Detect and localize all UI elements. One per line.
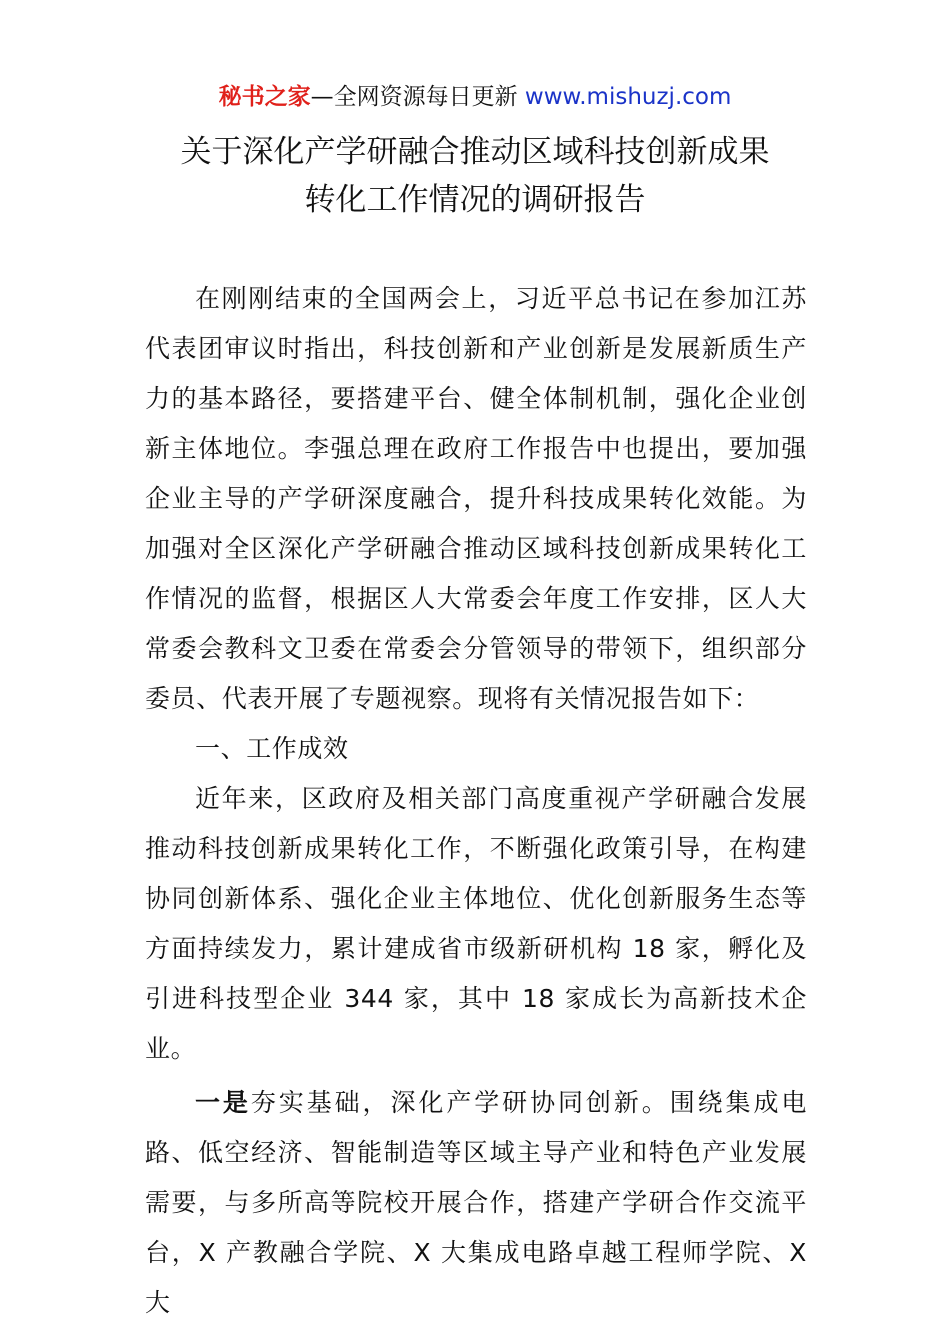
point-one-text: 夯实基础，深化产学研协同创新。围绕集成电路、低空经济、智能制造等区域主导产业和特色产业发展需要，与多所高等院校开展合作，搭建产学研合作交流平台，X 产教融合学院、X 大集成电路卓越工程师学院、X 大 [145,1088,807,1317]
title-line-2: 转化工作情况的调研报告 [304,182,646,218]
title-line-1: 关于深化产学研融合推动区域科技创新成果 [180,134,770,170]
document-title [0,128,950,224]
header-slogan: —全网资源每日更新 [310,84,518,110]
paragraph-achievements: 近年来，区政府及相关部门高度重视产学研融合发展推动科技创新成果转化工作，不断强化政策引导，在构建协同创新体系、强化企业主体地位、优化创新服务生态等方面持续发力，累计建成省市级新研机构 18 家，孵化及引进科技型企业 344 家，其中 18 家成长为高新技术企业。 [145,784,807,1063]
paragraph-intro: 在刚刚结束的全国两会上，习近平总书记在参加江苏代表团审议时指出，科技创新和产业创新是发展新质生产力的基本路径，要搭建平台、健全体制机制，强化企业创新主体地位。李强总理在政府工作报告中也提出，要加强企业主导的产学研深度融合，提升科技成果转化效能。为加强对全区深化产学研融合推动区域科技创新成果转化工作情况的监督，根据区人大常委会年度工作安排，区人大常委会教科文卫委在常委会分管领导的带领下，组织部分委员、代表开展了专题视察。现将有关情况报告如下： [145,284,807,713]
section-heading: 一、工作成效 [195,734,349,763]
site-url-link[interactable]: www.mishuzj.com [524,84,732,110]
paragraph-point-one [145,1078,807,1328]
brand-name: 秘书之家 [218,84,311,110]
point-one-lead: 一是 [195,1088,251,1117]
site-header [0,80,950,114]
document-body [145,274,807,1328]
